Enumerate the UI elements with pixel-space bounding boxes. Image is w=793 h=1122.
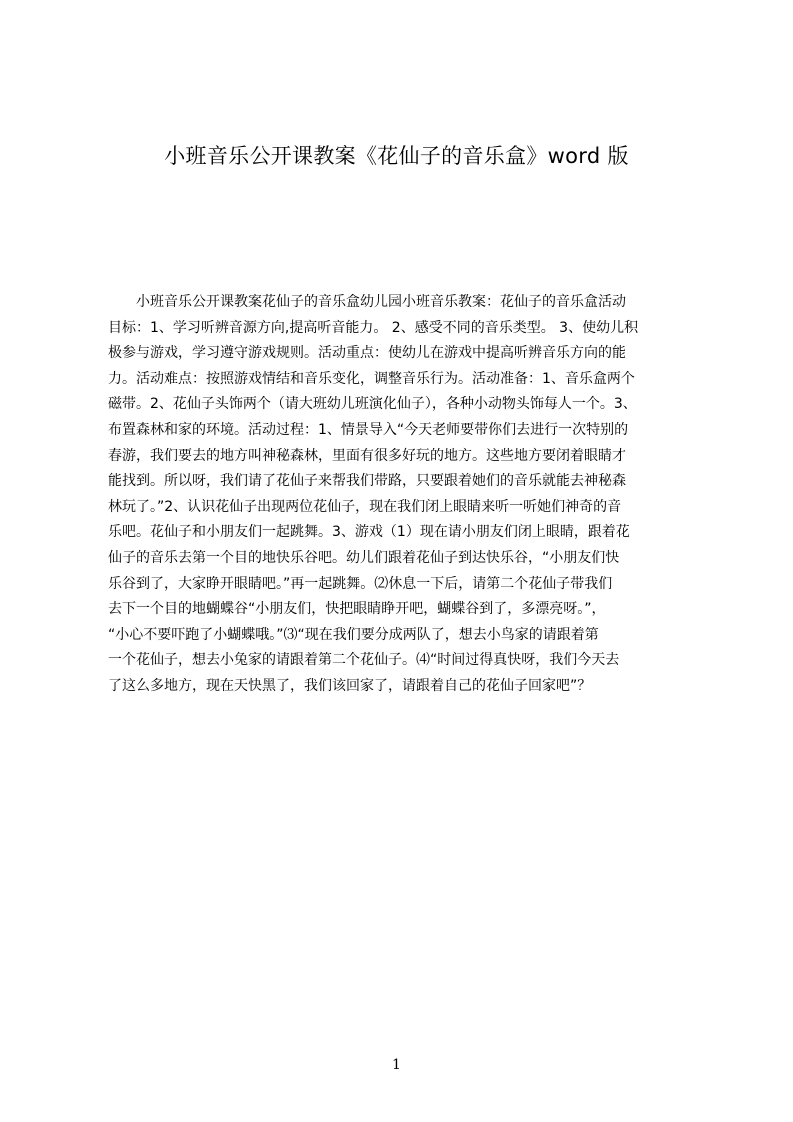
body-paragraph (108, 290, 698, 720)
text-line: 了这么多地方，现在天快黑了，我们该回家了，请跟着自己的花仙子回家吧”？ (108, 677, 592, 694)
text-line: 能找到。所以呀，我们请了花仙子来帮我们带路，只要跟着她们的音乐就能去神秘森 (108, 473, 626, 490)
page-title: 小班音乐公开课教案《花仙子的音乐盒》word 版 (164, 144, 629, 168)
text-line: 林玩了。”2、认识花仙子出现两位花仙子，现在我们闭上眼睛来听一听她们神奇的音 (108, 498, 622, 515)
text-line: 仙子的音乐去第一个目的地快乐谷吧。幼儿们跟着花仙子到达快乐谷，“小朋友们快 (108, 549, 620, 566)
text-line: “小心不要吓跑了小蝴蝶哦。”⑶“现在我们要分成两队了，想去小鸟家的请跟着第 (108, 626, 599, 643)
text-line: 目标：1、学习听辨音源方向,提高听音能力。 2、感受不同的音乐类型。 3、使幼儿积 (108, 319, 639, 336)
text-line: 乐谷到了，大家睁开眼睛吧。”再一起跳舞。⑵休息一下后，请第二个花仙子带我们 (108, 575, 613, 592)
text-line: 春游，我们要去的地方叫神秘森林，里面有很多好玩的地方。这些地方要闭着眼睛才 (108, 447, 626, 464)
text-line: 去下一个目的地蝴蝶谷“小朋友们，快把眼睛睁开吧，蝴蝶谷到了，多漂亮呀。”， (108, 601, 606, 618)
text-line: 极参与游戏，学习遵守游戏规则。活动重点：使幼儿在游戏中提高听辨音乐方向的能 (108, 345, 626, 362)
text-line: 布置森林和家的环境。活动过程：1、情景导入“今天老师要带你们去进行一次特别的 (108, 421, 629, 438)
text-line: 一个花仙子，想去小兔家的请跟着第二个花仙子。⑷“时间过得真快呀，我们今天去 (108, 652, 620, 669)
text-line: 乐吧。花仙子和小朋友们一起跳舞。3、游戏（1）现在请小朋友们闭上眼睛，跟着花 (108, 524, 630, 541)
page-number: 1 (392, 1057, 401, 1073)
text-line: 磁带。2、花仙子头饰两个（请大班幼儿班演化仙子），各种小动物头饰每人一个。3、 (108, 396, 637, 413)
text-line: 小班音乐公开课教案花仙子的音乐盒幼儿园小班音乐教案：花仙子的音乐盒活动 (136, 294, 626, 310)
text-line: 力。活动难点：按照游戏情结和音乐变化，调整音乐行为。活动准备：1、音乐盒两个 (108, 370, 635, 387)
